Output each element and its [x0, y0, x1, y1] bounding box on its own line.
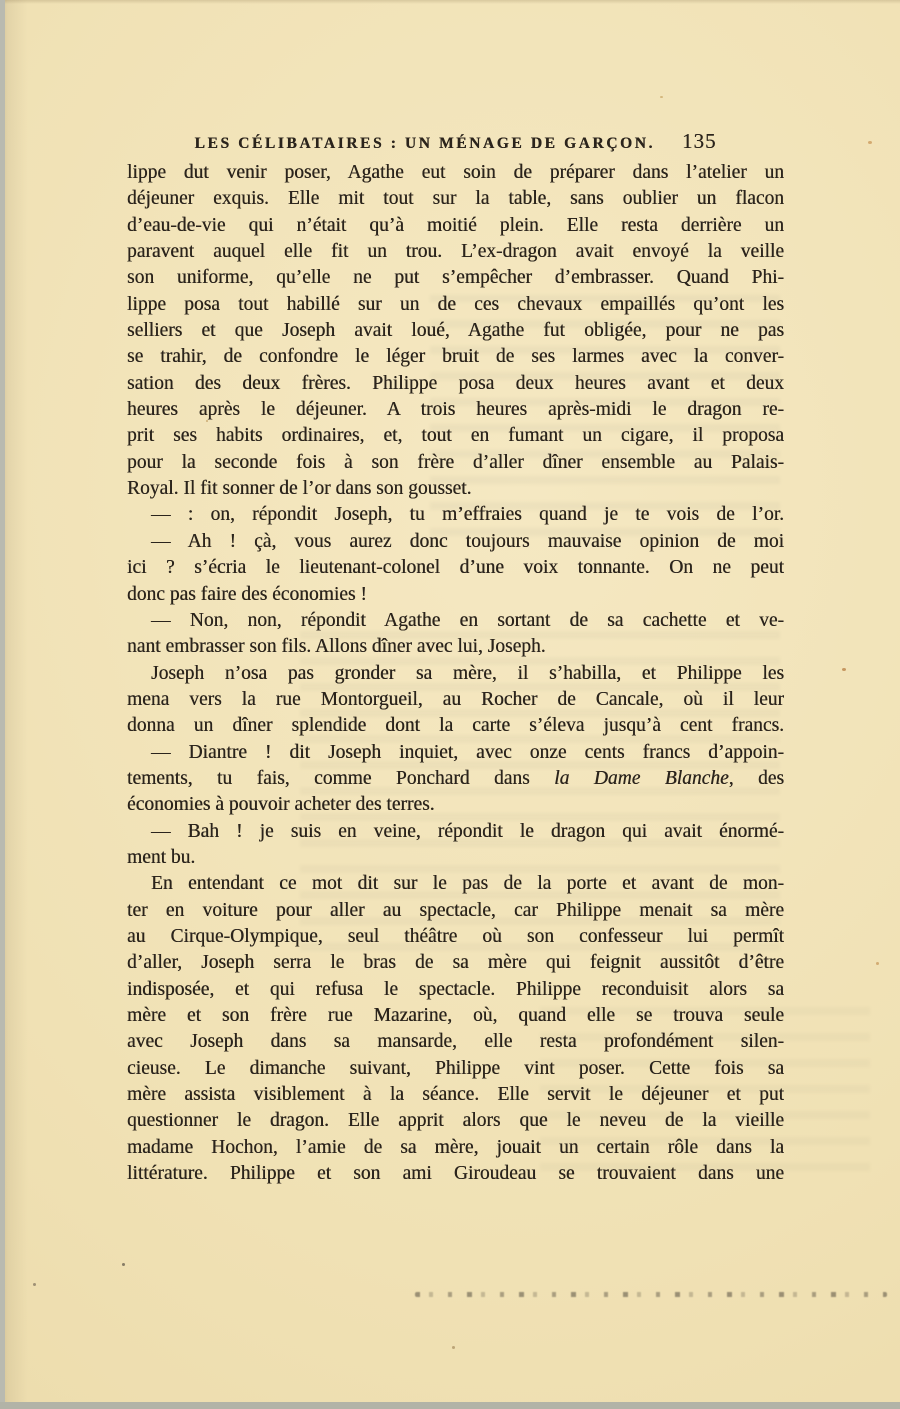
text-segment: selliers et que Joseph avait loué, Agathe fut obligée, pour ne pas	[127, 320, 784, 342]
pencil-smudge-mark	[415, 1292, 887, 1297]
text-segment: économies à pouvoir acheter des terres.	[127, 794, 435, 816]
text-line	[127, 344, 784, 370]
text-segment: — Ah ! çà, vous aurez donc toujours mauvaise opinion de moi	[151, 530, 784, 552]
text-segment: pour la seconde fois à son frère d’aller dîner ensemble au Palais-	[127, 451, 784, 473]
text-segment: mère assista visiblement à la séance. Elle servit le déjeuner et put	[127, 1084, 784, 1106]
text-line	[127, 1029, 784, 1055]
text-segment: lippe dut venir poser, Agathe eut soin de préparer dans l’atelier un	[127, 162, 784, 183]
text-line	[127, 924, 784, 950]
text-segment: ici ? s’écria le lieutenant-colonel d’une voix tonnante. On ne peut	[127, 557, 784, 579]
text-segment: Royal. Il fit sonner de l’or dans son gousset.	[127, 478, 472, 500]
text-segment: — : on, répondit Joseph, tu m’effraies quand je te vois de l’or.	[151, 504, 784, 526]
page-header	[127, 129, 784, 154]
text-line	[127, 423, 784, 449]
text-segment: , des	[728, 767, 784, 789]
paper-speck	[33, 1283, 36, 1286]
text-line	[127, 502, 784, 528]
text-segment: paravent auquel elle fit un trou. L’ex-dragon avait envoyé la veille	[127, 241, 784, 263]
paper-speck	[842, 668, 846, 671]
text-line	[127, 1003, 784, 1029]
text-segment: cieuse. Le dimanche suivant, Philippe vint poser. Cette fois sa	[127, 1057, 784, 1079]
text-segment: lippe posa tout habillé sur un de ces chevaux empaillés qu’ont les	[127, 293, 784, 315]
text-line	[127, 898, 784, 924]
text-line	[127, 476, 784, 502]
text-line	[127, 687, 784, 713]
text-line	[127, 713, 784, 739]
text-line	[127, 950, 784, 976]
text-segment: d’aller, Joseph serra le bras de sa mère qui feignit aussitôt d’être	[127, 952, 784, 974]
italic-text-segment: la Dame Blanche	[554, 767, 729, 789]
paper-speck	[876, 962, 879, 965]
text-segment: son uniforme, qu’elle ne put s’empêcher d’embrasser. Quand Phi-	[127, 267, 784, 289]
text-line	[127, 371, 784, 397]
text-segment: donna un dîner splendide dont la carte s’éleva jusqu’à cent francs.	[127, 715, 784, 737]
text-segment: heures après le déjeuner. A trois heures après-midi le dragon re-	[127, 399, 784, 421]
text-segment: — Diantre ! dit Joseph inquiet, avec onze cents francs d’appoin-	[151, 741, 784, 763]
text-line	[127, 213, 784, 239]
text-segment: au Cirque-Olympique, seul théâtre où son confesseur lui permît	[127, 925, 784, 947]
text-line	[127, 582, 784, 608]
text-line	[127, 1082, 784, 1108]
text-segment: prit ses habits ordinaires, et, tout en fumant un cigare, il proposa	[127, 425, 784, 447]
text-line	[127, 608, 784, 634]
text-segment: ter en voiture pour aller au spectacle, car Philippe menait sa mère	[127, 899, 784, 921]
text-segment: littérature. Philippe et son ami Giroudeau se trouvaient dans une	[127, 1163, 784, 1185]
text-line	[127, 871, 784, 897]
text-segment: déjeuner exquis. Elle mit tout sur la table, sans oublier un flacon	[127, 188, 784, 210]
text-line	[127, 450, 784, 476]
scan-bottom-edge	[0, 1402, 900, 1409]
text-segment: indisposée, et qui refusa le spectacle. Philippe reconduisit alors sa	[127, 978, 784, 1000]
text-line	[127, 555, 784, 581]
text-line	[127, 977, 784, 1003]
text-line	[127, 634, 784, 660]
text-line	[127, 1108, 784, 1134]
text-line	[127, 397, 784, 423]
text-segment: avec Joseph dans sa mansarde, elle resta profondément silen-	[127, 1031, 784, 1053]
text-segment: madame Hochon, l’amie de sa mère, jouait un certain rôle dans la	[127, 1136, 784, 1158]
text-segment: se trahir, de confondre le léger bruit de ses larmes avec la conver-	[127, 346, 784, 368]
text-segment: ment bu.	[127, 846, 196, 868]
paper-speck	[122, 1263, 125, 1266]
text-segment: donc pas faire des économies !	[127, 583, 367, 605]
text-segment: — Non, non, répondit Agathe en sortant de sa cachette et ve-	[151, 609, 784, 631]
text-segment: d’eau-de-vie qui n’était qu’à moitié plein. Elle resta derrière un	[127, 214, 784, 236]
text-line	[127, 766, 784, 792]
text-segment: mena vers la rue Montorgueil, au Rocher de Cancale, où il leur	[127, 688, 784, 710]
text-line	[127, 529, 784, 555]
text-segment: mère et son frère rue Mazarine, où, quand elle se trouva seule	[127, 1005, 784, 1026]
paper-speck	[868, 141, 872, 144]
text-line	[127, 318, 784, 344]
text-segment: En entendant ce mot dit sur le pas de la porte et avant de mon-	[151, 873, 784, 895]
text-line	[127, 661, 784, 687]
text-line	[127, 845, 784, 871]
text-line	[127, 740, 784, 766]
text-line	[127, 1056, 784, 1082]
scan-left-edge	[0, 0, 5, 1409]
text-line	[127, 160, 784, 186]
text-line	[127, 186, 784, 212]
text-line	[127, 819, 784, 845]
text-line	[127, 1135, 784, 1161]
paper-speck	[660, 96, 663, 98]
text-line	[127, 792, 784, 818]
text-line	[127, 265, 784, 291]
text-segment: — Bah ! je suis en veine, répondit le dragon qui avait énormé-	[151, 820, 784, 842]
text-segment: questionner le dragon. Elle apprit alors que le neveu de la vieille	[127, 1110, 784, 1132]
text-line	[127, 239, 784, 265]
text-segment: Joseph n’osa pas gronder sa mère, il s’habilla, et Philippe les	[151, 662, 784, 684]
text-segment: sation des deux frères. Philippe posa deux heures avant et deux	[127, 372, 784, 394]
running-title: LES CÉLIBATAIRES : UN MÉNAGE DE GARÇON.	[194, 135, 655, 152]
text-line	[127, 292, 784, 318]
text-segment: nant embrasser son fils. Allons dîner avec lui, Joseph.	[127, 636, 546, 658]
text-segment: tements, tu fais, comme Ponchard dans	[127, 767, 555, 789]
text-line	[127, 1161, 784, 1187]
page-number: 135	[681, 129, 717, 153]
paper-speck	[452, 1346, 455, 1349]
page-text	[127, 160, 784, 1187]
